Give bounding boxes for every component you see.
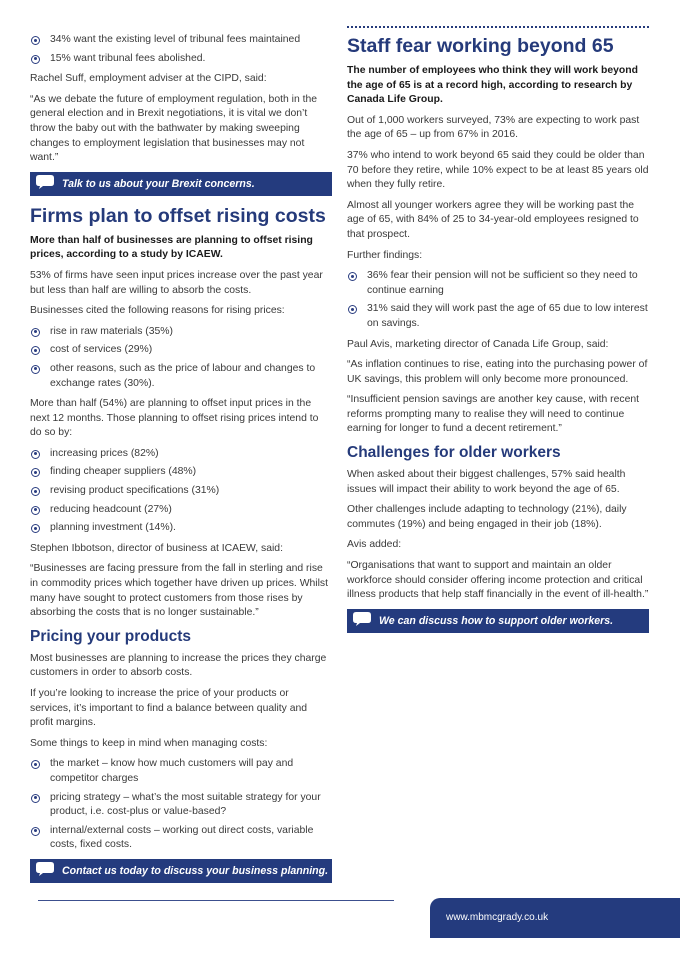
lead-paragraph: More than half of businesses are planning to offset rising prices, according to a study by ICAEW. — [30, 234, 313, 261]
list-item: other reasons, such as the price of labour and changes to exchange rates (30%). — [30, 362, 332, 391]
dotted-divider — [347, 26, 649, 28]
section-heading-working-beyond-65: Staff fear working beyond 65 — [347, 35, 614, 57]
bullet-circle-icon — [31, 487, 40, 496]
findings-list — [347, 269, 649, 331]
lead-paragraph: The number of employees who think they will work beyond the age of 65 is at a record high, according to research by Canada Life Group. — [347, 65, 638, 106]
paragraph: Businesses cited the following reasons for rising prices: — [30, 305, 285, 317]
older-workers-cta-banner[interactable]: We can discuss how to support older workers. — [347, 609, 649, 633]
paragraph: Almost all younger workers agree they will be working past the age of 65, with 84% of 25 to 34-year-old employees resigned to that prospect. — [347, 199, 639, 240]
list-item: the market – know how much customers will pay and competitor charges — [30, 757, 332, 786]
list-item: 15% want tribunal fees abolished. — [30, 52, 332, 67]
paragraph: 37% who intend to work beyond 65 said they could be older than 70 before they retire, while 10% expect to be at least 85 years old when they fully retire. — [347, 149, 649, 191]
bullet-circle-icon — [31, 450, 40, 459]
list-item: reducing headcount (27%) — [30, 503, 332, 518]
paragraph: Further findings: — [347, 249, 423, 261]
speech-bubble-icon — [353, 612, 371, 626]
speech-bubble-icon — [36, 862, 54, 876]
paragraph: Most businesses are planning to increase the prices they charge customers in order to absorb costs. — [30, 652, 327, 679]
list-item: pricing strategy – what’s the most suitable strategy for your product, i.e. cost-plus or value-based? — [30, 791, 332, 820]
paragraph: Paul Avis, marketing director of Canada Life Group, said: — [347, 338, 609, 350]
business-planning-cta-banner[interactable]: Contact us today to discuss your business planning. — [30, 859, 332, 883]
bullet-circle-icon — [31, 468, 40, 477]
paragraph: 53% of firms have seen input prices increase over the past year but less than half are willing to absorb the costs. — [30, 269, 323, 296]
bullet-circle-icon — [31, 760, 40, 769]
paragraph: More than half (54%) are planning to offset input prices in the next 12 months. Those planning to offset rising prices intend to do so by: — [30, 398, 319, 439]
brexit-cta-banner[interactable]: Talk to us about your Brexit concerns. — [30, 172, 332, 196]
paragraph: Out of 1,000 workers surveyed, 73% are expecting to work past the age of 65 – up from 67% in 2016. — [347, 114, 640, 141]
list-item: 34% want the existing level of tribunal fees maintained — [30, 33, 332, 48]
bullet-circle-icon — [31, 827, 40, 836]
bullet-circle-icon — [348, 272, 357, 281]
bullet-circle-icon — [31, 506, 40, 515]
subheading-pricing: Pricing your products — [30, 627, 192, 645]
section-heading-rising-costs: Firms plan to offset rising costs — [30, 204, 326, 227]
list-item: finding cheaper suppliers (48%) — [30, 465, 332, 480]
offset-plans-list — [30, 447, 332, 536]
bullet-circle-icon — [31, 794, 40, 803]
subheading-challenges: Challenges for older workers — [347, 444, 561, 462]
reasons-list — [30, 325, 332, 391]
paragraph: Other challenges include adapting to technology (21%), daily commutes (19%) and being engaged in their job (18%). — [347, 504, 627, 530]
paragraph: If you’re looking to increase the price of your products or services, it’s important to find a balance between quality and profit margins. — [30, 688, 308, 729]
list-item: 36% fear their pension will not be sufficient so they need to continue earning — [347, 269, 649, 298]
footer-website-link[interactable]: www.mbmcgrady.co.uk — [430, 898, 680, 938]
list-item: internal/external costs – working out direct costs, variable costs, fixed costs. — [30, 824, 332, 853]
bullet-circle-icon — [31, 365, 40, 374]
paragraph: Stephen Ibbotson, director of business at ICAEW, said: — [30, 542, 283, 554]
list-item: increasing prices (82%) — [30, 447, 332, 462]
paragraph: Avis added: — [347, 539, 402, 551]
bullet-circle-icon — [31, 36, 40, 45]
speech-bubble-icon — [36, 175, 54, 189]
icaew-quote: “Businesses are facing pressure from the fall in sterling and rise in commodity prices which together have driven up prices. Whilst many have sought to protect customers from those rises by absorbing the costs that is no longer sustainable.” — [30, 563, 328, 619]
bullet-circle-icon — [31, 328, 40, 337]
bullet-circle-icon — [348, 305, 357, 314]
tribunal-fees-list — [30, 33, 332, 66]
bullet-circle-icon — [31, 524, 40, 533]
canada-life-quote: “Insufficient pension savings are another key cause, with recent reforms prompting many to realise they will need to continue earning for longer to fund a decent retirement.” — [347, 394, 640, 435]
cipd-quote: “As we debate the future of employment regulation, both in the general election and in Brexit negotiations, it is vital we don’t throw the baby out with the bathwater by making sweeping changes to employment legislation that businesses may not want.” — [30, 93, 318, 164]
canada-life-quote: “As inflation continues to rise, eating into the purchasing power of UK savings, this problem will only become more pronounced. — [347, 359, 648, 385]
list-item: 31% said they will work past the age of 65 due to low interest on savings. — [347, 302, 649, 331]
list-item: planning investment (14%). — [30, 521, 332, 536]
footer-divider — [38, 900, 394, 901]
paragraph: Some things to keep in mind when managing costs: — [30, 737, 268, 749]
list-item: cost of services (29%) — [30, 343, 332, 358]
quote-intro: Rachel Suff, employment adviser at the CIPD, said: — [30, 73, 267, 85]
cost-tips-list — [30, 757, 332, 853]
list-item: revising product specifications (31%) — [30, 484, 332, 499]
bullet-circle-icon — [31, 55, 40, 64]
bullet-circle-icon — [31, 346, 40, 355]
paragraph: When asked about their biggest challenges, 57% said health issues will impact their ability to work beyond the age of 65. — [347, 469, 626, 495]
avis-quote: “Organisations that want to support and maintain an older workforce should consider offering income protection and critical illness products that help staff financially in the event of ill-health.” — [347, 560, 649, 601]
right-column — [347, 26, 649, 641]
list-item: rise in raw materials (35%) — [30, 325, 332, 340]
left-column — [30, 33, 332, 891]
